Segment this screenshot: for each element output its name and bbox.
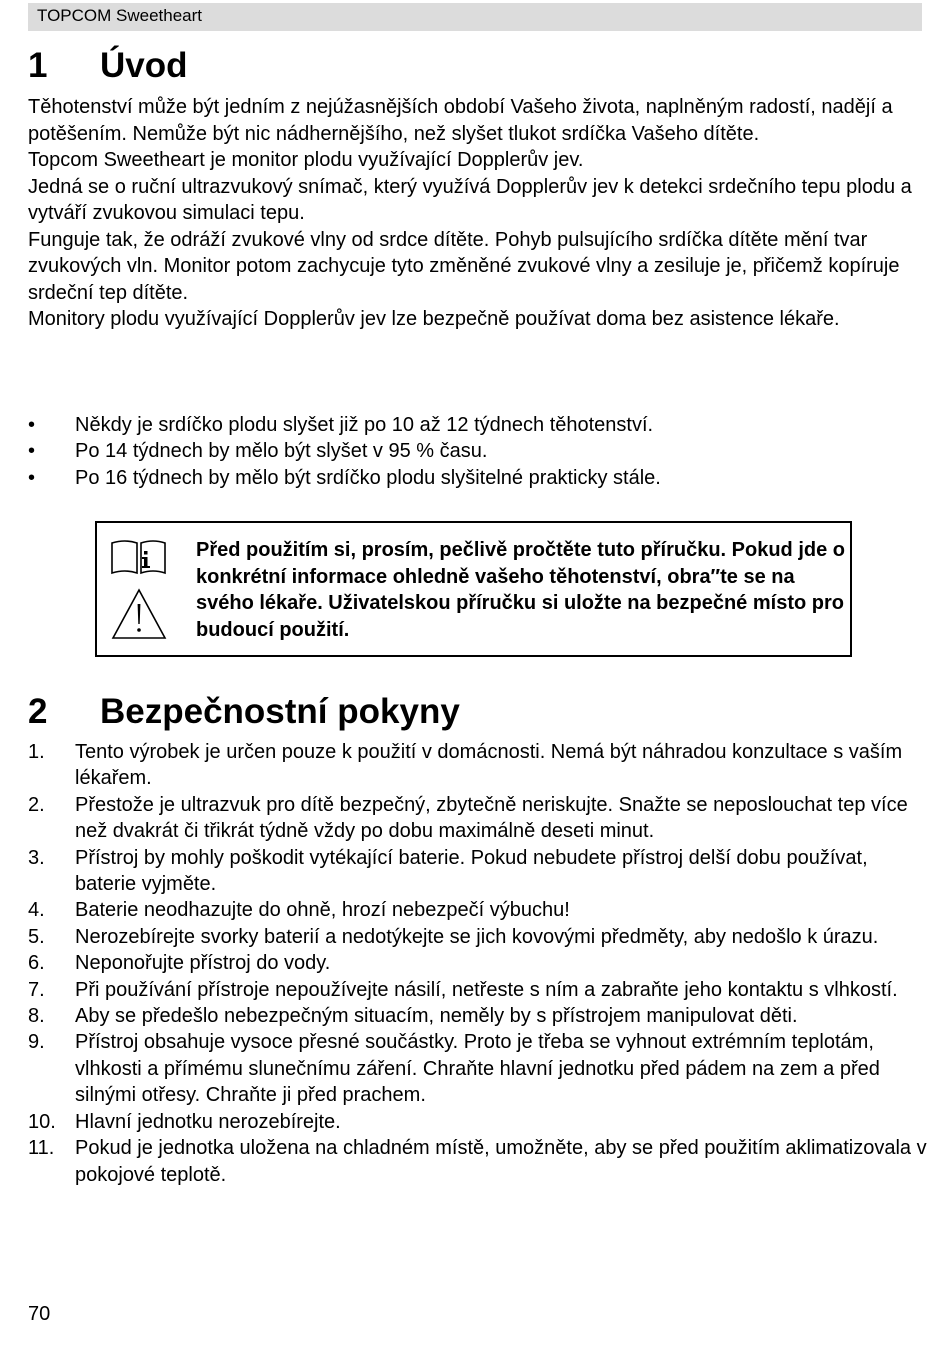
page-number: 70 bbox=[28, 1303, 51, 1325]
list-item bbox=[28, 845, 928, 898]
item-number: 9. bbox=[28, 1031, 45, 1054]
section-2-heading bbox=[28, 692, 460, 732]
caution-note-box bbox=[95, 521, 852, 657]
list-item bbox=[28, 924, 928, 950]
list-item bbox=[28, 950, 928, 976]
list-item bbox=[28, 1109, 928, 1135]
running-header bbox=[28, 3, 922, 31]
item-text: Baterie neodhazujte do ohně, hrozí nebezpečí výbuchu! bbox=[75, 899, 570, 922]
section-2-title: Bezpečnostní pokyny bbox=[100, 692, 460, 731]
section-1-title: Úvod bbox=[100, 46, 188, 85]
item-number: 2. bbox=[28, 793, 45, 816]
item-text: Neponořujte přístroj do vody. bbox=[75, 952, 331, 975]
bullet-marker: • bbox=[28, 414, 36, 436]
intro-paragraph: Jedná se o ruční ultrazvukový snímač, který využívá Dopplerův jev k detekci srdečního tepu plodu a vytváří zvukovou simulaci tepu. bbox=[28, 175, 912, 224]
bullet-marker: • bbox=[28, 466, 36, 489]
item-number: 5. bbox=[28, 925, 45, 948]
list-item bbox=[28, 977, 928, 1003]
intro-paragraph: Topcom Sweetheart je monitor plodu využívající Dopplerův jev. bbox=[28, 149, 584, 171]
intro-paragraph: Funguje tak, že odráží zvukové vlny od srdce dítěte. Pohyb pulsujícího srdíčka dítěte mění tvar zvukových vln. Monitor potom zachycuje tyto změněné zvukové vlny a zesiluje je, přičemž kopíruje srdeční tep dítěte. bbox=[28, 228, 900, 304]
fact-bullet-list bbox=[28, 412, 928, 491]
bullet-text: Po 16 týdnech by mělo být srdíčko plodu slyšitelné prakticky stále. bbox=[75, 466, 661, 489]
item-text: Pokud je jednotka uložena na chladném místě, umožněte, aby se před použitím aklimatizovala v pokojové teplotě. bbox=[75, 1137, 927, 1186]
section-2-number: 2 bbox=[28, 692, 48, 731]
safety-instructions-list bbox=[28, 739, 928, 1188]
item-text: Přístroj by mohly poškodit vytékající baterie. Pokud nebudete přístroj delší dobu používat, baterie vyjměte. bbox=[75, 846, 868, 896]
item-text: Při používání přístroje nepoužívejte násilí, netřeste s ním a zabraňte jeho kontaktu s vlhkostí. bbox=[75, 978, 898, 1001]
item-text: Nerozebírejte svorky baterií a nedotýkejte se jich kovovými předměty, aby nedošlo k úrazu. bbox=[75, 925, 879, 948]
bullet-text: Po 14 týdnech by mělo být slyšet v 95 % času. bbox=[75, 440, 488, 463]
item-number: 1. bbox=[28, 741, 45, 763]
list-item bbox=[28, 1029, 928, 1108]
item-text: Přestože je ultrazvuk pro dítě bezpečný, zbytečně neriskujte. Snažte se neposlouchat tep více než dvakrát či třikrát týdně vždy po dobu maximálně deseti minut. bbox=[75, 793, 908, 843]
note-icons bbox=[109, 537, 169, 642]
intro-paragraph: Monitory plodu využívající Dopplerův jev lze bezpečně používat doma bez asistence lékaře. bbox=[28, 308, 840, 330]
list-item bbox=[28, 792, 928, 845]
list-item bbox=[28, 897, 928, 923]
list-item bbox=[28, 1135, 928, 1188]
item-number: 6. bbox=[28, 952, 45, 975]
info-book-icon bbox=[109, 537, 169, 577]
bullet-marker: • bbox=[28, 440, 36, 463]
item-number: 8. bbox=[28, 1005, 45, 1028]
item-number: 10. bbox=[28, 1110, 56, 1133]
note-text: Před použitím si, prosím, pečlivě pročtěte tuto příručku. Pokud jde o konkrétní informace ohledně vašeho těhotenství, obra″te se na svého lékaře. Uživatelskou příručku si uložte na bezpečné místo pro budoucí použití. bbox=[196, 539, 845, 641]
bullet-item bbox=[28, 412, 928, 438]
item-number: 3. bbox=[28, 846, 45, 869]
item-text: Hlavní jednotku nerozebírejte. bbox=[75, 1110, 341, 1133]
warning-triangle-icon bbox=[109, 586, 169, 642]
bullet-item bbox=[28, 465, 928, 491]
item-number: 4. bbox=[28, 899, 45, 922]
bullet-item bbox=[28, 438, 928, 464]
list-item bbox=[28, 739, 928, 792]
item-number: 7. bbox=[28, 978, 45, 1001]
section-1-heading bbox=[28, 46, 188, 86]
item-text: Tento výrobek je určen pouze k použití v domácnosti. Nemá být náhradou konzultace s vaším lékařem. bbox=[75, 741, 903, 790]
intro-text bbox=[28, 94, 928, 333]
intro-paragraph: Těhotenství může být jedním z nejúžasnějších období Vašeho života, naplněným radostí, nadějí a potěšením. Nemůže být nic nádhernějšího, než slyšet tlukot srdíčka Vašeho dítěte. bbox=[28, 96, 893, 145]
bullet-text: Někdy je srdíčko plodu slyšet již po 10 až 12 týdnech těhotenství. bbox=[75, 414, 654, 436]
list-item bbox=[28, 1003, 928, 1029]
item-text: Aby se předešlo nebezpečným situacím, neměly by s přístrojem manipulovat děti. bbox=[75, 1005, 798, 1028]
item-text: Přístroj obsahuje vysoce přesné součástky. Proto je třeba se vyhnout extrémním teplotám, vlhkosti a přímému slunečnímu záření. Chraňte hlavní jednotku před pádem na zem a před silnými otřesy. Chraňte ji před prachem. bbox=[75, 1031, 880, 1107]
item-number: 11. bbox=[28, 1137, 55, 1160]
header-title: TOPCOM Sweetheart bbox=[37, 6, 203, 25]
section-1-number: 1 bbox=[28, 46, 48, 85]
